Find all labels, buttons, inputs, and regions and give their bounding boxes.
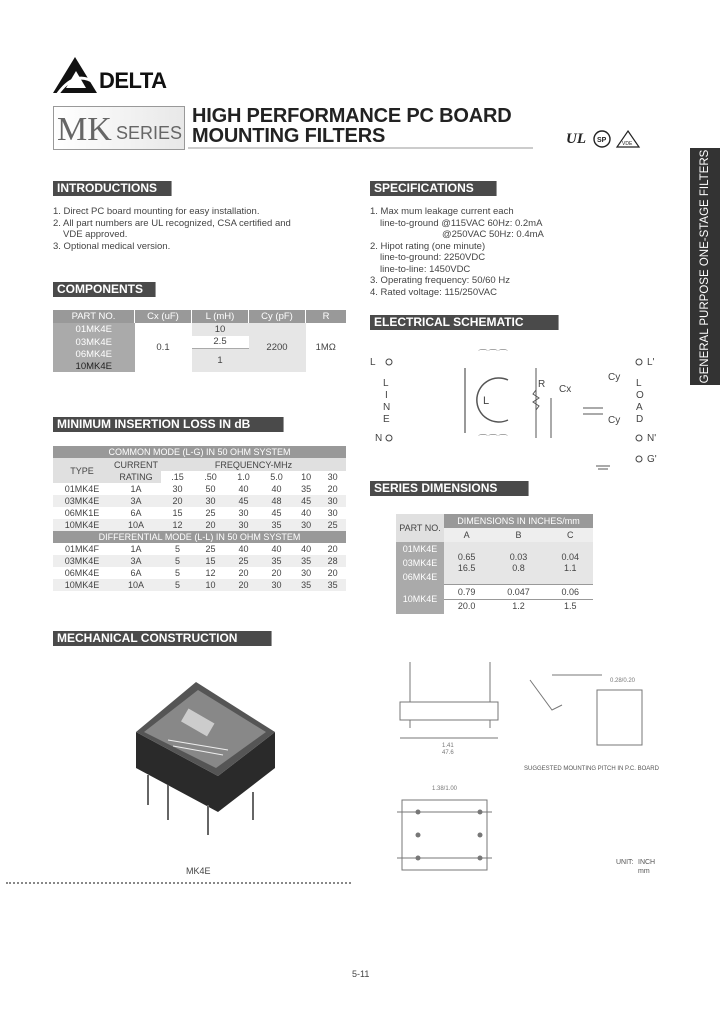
part-header: PART NO. [396, 514, 444, 542]
loss-cell: 40 [271, 544, 282, 554]
freq-cell: 10 [301, 472, 312, 482]
table-row [53, 567, 346, 579]
terminal-n-out: N' [647, 433, 657, 444]
terminal-l-in: L [370, 357, 376, 368]
dim-mm: 20.0 [457, 600, 476, 611]
loss-cell: 20 [205, 520, 216, 530]
loss-cell: 25 [327, 520, 338, 530]
specifications-list [370, 206, 670, 298]
table-row [53, 543, 346, 555]
dim-inch: 0.047 [489, 586, 547, 600]
list-item: VDE approved. [63, 229, 128, 240]
svg-text:⌒⌒⌒: ⌒⌒⌒ [478, 435, 508, 446]
filter-product-photo [128, 680, 278, 840]
ul-mark-icon [566, 131, 586, 147]
series-badge [53, 106, 185, 150]
current-cell: 1A [130, 484, 142, 494]
dim-cell [444, 542, 489, 584]
part-cell: 10MK4E [396, 584, 444, 614]
table-row [53, 483, 346, 495]
title-divider [188, 147, 533, 149]
loss-cell: 30 [205, 496, 216, 506]
dim-cell [548, 584, 593, 614]
loss-cell: 28 [327, 556, 338, 566]
col-b: B [515, 530, 522, 540]
loss-cell: 10 [205, 580, 216, 590]
loss-cell: 12 [172, 520, 183, 530]
unit-inch: INCH [638, 859, 656, 866]
cy-label-top: Cy [608, 372, 621, 383]
electrical-schematic [368, 348, 668, 473]
col-header: Cy (pF) [249, 310, 306, 323]
freq-cell: .15 [171, 472, 184, 482]
title-line-2: MOUNTING FILTERS [192, 125, 386, 147]
loss-cell: 15 [205, 556, 216, 566]
loss-cell: 30 [327, 496, 338, 506]
table-row [53, 519, 346, 531]
loss-cell: 30 [327, 508, 338, 518]
loss-cell: 35 [271, 556, 282, 566]
loss-cell: 45 [271, 508, 282, 518]
load-letter: A [636, 402, 643, 413]
table-header-row [53, 531, 346, 543]
line-letter: N [383, 402, 391, 413]
photo-caption: MK4E [186, 866, 211, 876]
section-tab [690, 148, 720, 385]
loss-cell: 5 [174, 580, 180, 590]
inductor-label: L [483, 395, 490, 407]
loss-cell: 35 [271, 520, 282, 530]
current-cell: 6A [130, 508, 142, 518]
common-mode-rows [53, 483, 346, 531]
dim-inch: 0.65 [457, 551, 476, 562]
resistor-label: R [538, 379, 546, 390]
list-item: 1. Direct PC board mounting for easy installation. [53, 206, 260, 217]
table-row [53, 555, 346, 567]
loss-cell: 25 [238, 556, 249, 566]
dim-cell [489, 542, 547, 584]
loss-cell: 20 [327, 568, 338, 578]
loss-cell: 30 [301, 520, 312, 530]
freq-cell: 1.0 [237, 472, 250, 482]
part-cell: 03MK4E [402, 558, 438, 568]
loss-cell: 30 [271, 580, 282, 590]
table-row [396, 542, 593, 584]
part-cell: 01MK4E [402, 544, 438, 554]
table-row [396, 584, 593, 614]
diff-mode-rows [53, 543, 346, 591]
dim-inch: 0.79 [444, 586, 489, 600]
mechanical-heading: MECHANICAL CONSTRUCTION [53, 631, 272, 646]
dim-inch: 0.03 [509, 551, 528, 562]
introductions-heading: INTRODUCTIONS [53, 181, 172, 196]
loss-cell: 20 [172, 496, 183, 506]
table-row [53, 323, 346, 336]
loss-cell: 20 [238, 580, 249, 590]
cx-label: Cx [559, 384, 572, 395]
suggested-pitch-note: SUGGESTED MOUNTING PITCH IN P.C. BOARD [524, 766, 659, 772]
unit-mm: mm [638, 868, 650, 875]
dim-label: 1.38/1.00 [432, 786, 458, 792]
l-cell: 10 [192, 323, 249, 336]
list-item: 2. All part numbers are UL recognized, CSA certified and [53, 217, 291, 229]
freq-cell: 5.0 [270, 472, 283, 482]
table-row [53, 579, 346, 591]
introductions-list [53, 206, 313, 252]
type-cell: 06MK4E [64, 568, 100, 578]
table-header-row [53, 458, 346, 471]
delta-logo-icon [53, 55, 99, 95]
list-item: 2. Hipot rating (one minute) [370, 240, 486, 252]
current-cell: 10A [127, 580, 144, 590]
part-cell: 10MK4E [53, 360, 135, 372]
table-row [53, 495, 346, 507]
loss-cell: 45 [238, 496, 249, 506]
dotted-divider [6, 882, 351, 884]
svg-text:⌒⌒⌒: ⌒⌒⌒ [478, 350, 508, 361]
svg-text:UL: UL [566, 131, 586, 147]
terminal-l-out: L' [647, 357, 655, 368]
mechanical-drawing [362, 650, 672, 880]
current-header-2: RATING [111, 471, 161, 483]
page-number: 5-11 [352, 969, 370, 979]
loss-cell: 40 [301, 544, 312, 554]
terminal-n-in: N [375, 433, 383, 444]
dim-mm: 1.2 [512, 600, 525, 611]
dim-cell [444, 584, 489, 614]
dim-mm: 0.8 [512, 562, 525, 573]
load-letter: L [636, 378, 642, 389]
current-cell: 10A [127, 520, 144, 530]
loss-cell: 12 [205, 568, 216, 578]
list-item: 3. Optional medical version. [53, 240, 171, 252]
cy-cell: 2200 [249, 323, 306, 372]
current-cell: 1A [130, 544, 142, 554]
list-item: 1. Max mum leakage current each [370, 206, 514, 217]
loss-cell: 25 [205, 544, 216, 554]
current-header: CURRENT [111, 458, 161, 471]
part-cell: 03MK4E [53, 336, 135, 348]
loss-cell: 30 [172, 484, 183, 494]
dim-label: 1.41 [442, 743, 454, 749]
l-cell: 1 [192, 348, 249, 372]
list-item: @250VAC 50Hz: 0.4mA [442, 229, 544, 240]
current-cell: 3A [130, 496, 142, 506]
type-cell: 06MK1E [64, 508, 100, 518]
loss-cell: 5 [174, 568, 180, 578]
list-item: 4. Rated voltage: 115/250VAC [370, 286, 497, 298]
table-header-row [53, 310, 346, 323]
col-header: Cx (uF) [135, 310, 192, 323]
components-table [53, 310, 346, 372]
loss-cell: 48 [271, 496, 282, 506]
loss-cell: 20 [327, 544, 338, 554]
page-title [192, 106, 511, 146]
series-mk: MK [57, 111, 112, 148]
dim-label: 47.6 [442, 750, 454, 756]
frequency-header: FREQUENCY-MHz [161, 458, 346, 471]
components-heading: COMPONENTS [53, 282, 156, 297]
loss-cell: 35 [301, 556, 312, 566]
svg-text:VDE: VDE [622, 141, 633, 147]
type-header: TYPE [53, 458, 111, 483]
insertion-loss-heading: MINIMUM INSERTION LOSS IN dB [53, 417, 284, 432]
series-word: SERIES [116, 123, 183, 143]
part-cell: 01MK4E [53, 323, 135, 336]
loss-cell: 40 [301, 508, 312, 518]
brand-logo [53, 55, 178, 95]
load-letter: O [636, 390, 644, 401]
common-mode-title: COMMON MODE (L-G) IN 50 OHM SYSTEM [53, 446, 346, 458]
loss-cell: 45 [301, 496, 312, 506]
vde-mark-icon [617, 131, 639, 147]
dim-mm: 16.5 [457, 562, 476, 573]
loss-cell: 30 [238, 520, 249, 530]
type-cell: 03MK4E [64, 496, 100, 506]
l-cell: 2.5 [192, 336, 249, 348]
loss-cell: 20 [271, 568, 282, 578]
dimensions-header: DIMENSIONS IN INCHES/mm [444, 514, 593, 528]
col-a: A [463, 530, 470, 540]
line-letter: I [385, 390, 388, 401]
cy-label-bottom: Cy [608, 415, 621, 426]
loss-cell: 20 [327, 484, 338, 494]
dim-mm: 1.5 [564, 600, 577, 611]
line-letter: E [383, 414, 390, 425]
type-cell: 10MK4E [64, 580, 100, 590]
loss-cell: 35 [301, 484, 312, 494]
load-letter: D [636, 414, 644, 425]
part-cell: 06MK4E [402, 572, 438, 582]
line-letter: L [383, 378, 389, 389]
insertion-loss-table [53, 446, 346, 591]
cx-cell: 0.1 [135, 323, 192, 372]
dim-inch: 0.06 [548, 586, 593, 600]
dimensions-table [396, 514, 593, 614]
table-row [53, 507, 346, 519]
part-cell: 06MK4E [53, 348, 135, 360]
loss-cell: 20 [238, 568, 249, 578]
loss-cell: 40 [238, 544, 249, 554]
table-header-row [53, 446, 346, 458]
list-item: line-to-ground @115VAC 60Hz: 0.2mA [380, 217, 543, 229]
list-item: line-to-ground: 2250VDC [380, 252, 486, 263]
loss-cell: 30 [238, 508, 249, 518]
diff-mode-title: DIFFERENTIAL MODE (L-L) IN 50 OHM SYSTEM [53, 531, 346, 543]
loss-cell: 40 [271, 484, 282, 494]
loss-cell: 30 [301, 568, 312, 578]
table-header-row [396, 514, 593, 528]
certification-marks [566, 128, 641, 150]
freq-cell: 30 [327, 472, 338, 482]
loss-cell: 25 [205, 508, 216, 518]
type-cell: 01MK4F [64, 544, 99, 554]
current-cell: 6A [130, 568, 142, 578]
loss-cell: 35 [301, 580, 312, 590]
col-c: C [567, 530, 574, 540]
freq-cell: .50 [204, 472, 217, 482]
loss-cell: 5 [174, 556, 180, 566]
section-tab-label: GENERAL PURPOSE ONE-STAGE FILTERS [699, 149, 711, 384]
dim-cell [489, 584, 547, 614]
dim-label: 0.28/0.20 [610, 678, 636, 684]
loss-cell: 50 [205, 484, 216, 494]
specifications-heading: SPECIFICATIONS [370, 181, 497, 196]
schematic-heading: ELECTRICAL SCHEMATIC [370, 315, 559, 330]
part-group [396, 542, 444, 584]
loss-cell: 5 [174, 544, 180, 554]
brand-name: DELTA [99, 68, 167, 93]
list-item: 3. Operating frequency: 50/60 Hz [370, 275, 510, 286]
type-cell: 10MK4E [64, 520, 100, 530]
col-header: PART NO. [53, 310, 135, 323]
title-line-1: HIGH PERFORMANCE PC BOARD [192, 105, 512, 127]
type-cell: 01MK4E [64, 484, 100, 494]
list-item: line-to-line: 1450VDC [380, 263, 471, 275]
current-cell: 3A [130, 556, 142, 566]
dim-cell [548, 542, 593, 584]
dim-mm: 1.1 [564, 562, 577, 573]
loss-cell: 15 [172, 508, 183, 518]
terminal-g-out: G' [647, 454, 657, 465]
col-header: R [306, 310, 347, 323]
csa-mark-icon [594, 131, 610, 147]
loss-cell: 35 [327, 580, 338, 590]
dimensions-heading: SERIES DIMENSIONS [370, 481, 529, 496]
svg-text:SP: SP [597, 137, 607, 144]
dim-inch: 0.04 [561, 551, 580, 562]
r-cell: 1MΩ [306, 323, 347, 372]
loss-cell: 40 [238, 484, 249, 494]
unit-label: UNIT: [616, 859, 634, 866]
col-header: L (mH) [192, 310, 249, 323]
type-cell: 03MK4E [64, 556, 100, 566]
